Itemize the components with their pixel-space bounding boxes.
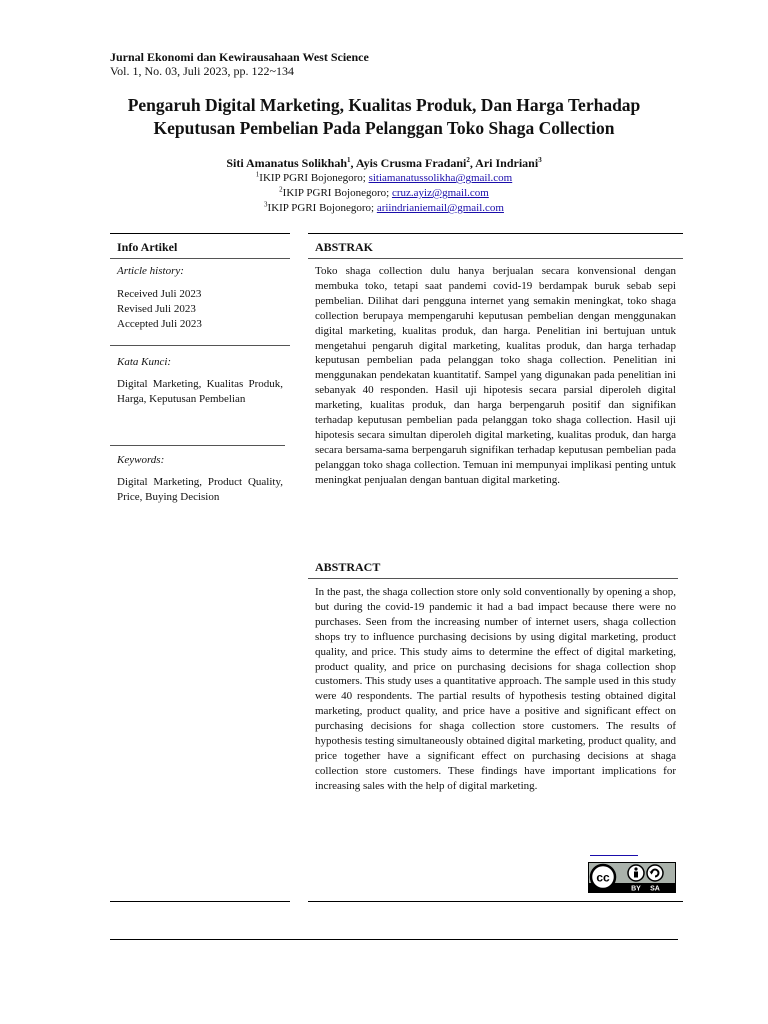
abstrak-heading: ABSTRAK	[315, 240, 374, 254]
author-separator: ,	[350, 156, 356, 170]
cc-icon-text: cc	[596, 870, 610, 885]
author-email-link[interactable]: cruz.ayiz@gmail.com	[391, 187, 489, 199]
article-history-label: Article history:	[117, 265, 184, 277]
affiliation-number: 1	[255, 170, 260, 179]
paper-title	[100, 94, 668, 140]
affiliation-line	[100, 201, 668, 216]
divider	[308, 578, 678, 579]
affiliation-institution: IKIP PGRI Bojonegoro;	[267, 202, 377, 214]
accepted-date: Accepted Juli 2023	[117, 318, 202, 330]
info-artikel-heading: Info Artikel	[117, 240, 178, 254]
divider	[110, 901, 290, 902]
affiliation-institution: IKIP PGRI Bojonegoro;	[259, 172, 369, 184]
journal-header	[110, 50, 369, 78]
divider	[308, 258, 683, 259]
author-affil-number: 3	[538, 156, 542, 164]
divider	[308, 233, 683, 234]
journal-issue: Vol. 1, No. 03, Juli 2023, pp. 122~134	[110, 64, 294, 78]
author-email-link[interactable]: ariindrianiemail@gmail.com	[376, 202, 504, 214]
revised-date: Revised Juli 2023	[117, 303, 196, 315]
author-list	[100, 156, 668, 171]
cc-by-sa-badge-graphic	[589, 863, 675, 892]
kata-kunci-label: Kata Kunci:	[117, 356, 172, 368]
divider	[110, 345, 290, 346]
keywords-label: Keywords:	[117, 454, 165, 466]
footer-rule	[110, 939, 678, 940]
affiliation-number: 2	[279, 185, 283, 194]
author-name: Siti Amanatus Solikhah	[226, 156, 348, 170]
affiliation-line	[100, 186, 668, 201]
affiliation-line	[100, 171, 668, 186]
abstrak-text: Toko shaga collection dulu hanya berjualan secara konvensional dengan membuka toko, tetapi saat pandemi covid-19 berdampak buruk sebab sepi pembelian. Dilihat dari pengguna internet yang semakin meningkat, toko shaga collection berupaya mempengaruhi keputusan pembelian dengan menggunakan digital marketing, kualitas produk, dan harga. Penelitian ini bertujuan untuk mengetahui pengaruh digital marketing, kualitas produk, dan harga terhadap keputusan pembelian pada pelanggan toko shaga collection. Penelitian ini menggunakan pendekatan kuantitatif. Sampel yang digunakan pada penelitian ini sebanyak 40 responden. Hasil uji hipotesis secara parsial diperoleh digital marketing, kualitas produk, dan harga berpengaruh positif dan signifikan terhadap keputusan pembelian pada pelanggan toko shaga collection. Hasil uji hipotesis secara simultan diperoleh digital marketing, kualitas produk, dan harga secara bersama-sama berpengaruh signifikan terhadap keputusan pembelian pada pelanggan toko shaga collection. Temuan ini mempunyai implikasi penting untuk meningkat penjualan dengan bantuan digital marketing.	[315, 265, 676, 486]
divider	[110, 258, 290, 259]
author-separator: ,	[469, 156, 476, 170]
journal-name: Jurnal Ekonomi dan Kewirausahaan West Science	[110, 50, 369, 64]
received-date: Received Juli 2023	[117, 288, 202, 300]
affiliation-institution: IKIP PGRI Bojonegoro;	[282, 187, 392, 199]
paper-title-line-2: Keputusan Pembelian Pada Pelanggan Toko Shaga Collection	[153, 118, 615, 138]
author-name: Ayis Crusma Fradani	[355, 156, 467, 170]
sa-share-icon	[647, 865, 663, 881]
affiliation-list	[100, 171, 668, 216]
by-label: BY	[631, 885, 641, 892]
abstract-text: In the past, the shaga collection store only sold conventionally by opening a shop, but during the covid-19 pandemic it had a bad impact because there were no purchases. Seen from the increasing number of internet users, shaga collection shops try to influence purchasing decisions by using digital marketing, product quality, and price. This study aims to determine the effect of digital marketing, product quality, and price on purchasing decisions for shaga collection shop customers. This study uses a quantitative approach. The sample used in this study were 40 respondents. The partial results of hypothesis testing obtained digital marketing, product quality, and price have a positive and significant effect on purchasing decisions for shaga collection store customers. The results of hypothesis testing simultaneously obtained digital marketing, product quality, and price together have a significant effect on purchasing decisions at shaga collection store customers. These findings have important implications for increasing sales with the help of digital marketing.	[315, 586, 676, 792]
author-affil-number: 2	[466, 156, 470, 164]
author-name: Ari Indriani	[475, 156, 539, 170]
kata-kunci-list: Digital Marketing, Kualitas Produk, Harga, Keputusan Pembelian	[117, 378, 283, 405]
author-affil-number: 1	[347, 156, 351, 164]
keywords-list: Digital Marketing, Product Quality, Price, Buying Decision	[117, 476, 283, 503]
divider	[308, 901, 683, 902]
author-email-link[interactable]: sitiamanatussolikha@gmail.com	[368, 172, 513, 184]
divider	[110, 445, 285, 446]
license-link-underline[interactable]	[590, 855, 638, 856]
cc-by-sa-icon[interactable]	[588, 862, 676, 893]
divider	[110, 233, 290, 234]
abstract-heading: ABSTRACT	[315, 560, 381, 574]
sa-label: SA	[650, 885, 660, 892]
paper-title-line-1: Pengaruh Digital Marketing, Kualitas Produk, Dan Harga Terhadap	[127, 95, 641, 115]
affiliation-number: 3	[264, 200, 268, 209]
